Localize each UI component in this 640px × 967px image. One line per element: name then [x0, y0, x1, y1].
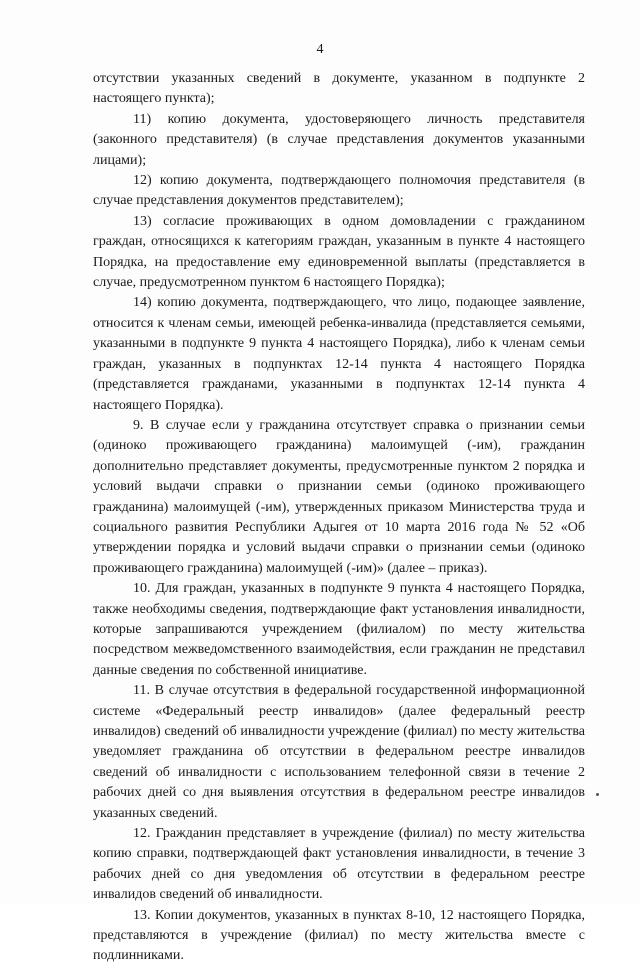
scan-speck	[596, 793, 599, 796]
paragraph-clause-9: 9. В случае если у гражданина отсутствует справка о признании семьи (одиноко проживающего гражданина) малоимущей (-им), гражданин дополнительно представляет документы, предусмотренные пунктом 2 порядка и условий выдачи справки о признании семьи (одиноко проживающего гражданина) малоимущей (-им), утвержденных приказом Министерства труда и социального развития Республики Адыгея от 10 марта 2016 года № 52 «Об утверждении порядка и условий выдачи справки о признании семьи (одиноко проживающего гражданина) малоимущей (-им)» (далее – приказ).	[93, 417, 585, 576]
paragraph-clause-12: 12. Гражданин представляет в учреждение (филиал) по месту жительства копию справки, подтверждающей факт установления инвалидности, в течение 3 рабочих дней со дня уведомления об отсутствии в федеральном реестре инвалидов сведений об инвалидности.	[93, 826, 585, 903]
paragraph-subitem-11: 11) копию документа, удостоверяющего личность представителя (законного представителя) (в случае представления документов указанными лицами);	[93, 111, 585, 168]
paragraph-clause-11: 11. В случае отсутствия в федеральной государственной информационной системе «Федеральный реестр инвалидов» (далее федеральный реестр инвалидов) сведений об инвалидности учреждение (филиал) по месту жительства уведомляет гражданина об отсутствии в федеральном реестре инвалидов сведений об инвалидности с использованием телефонной связи в течение 2 рабочих дней со дня выявления отсутствия в федеральном реестре инвалидов указанных сведений.	[93, 683, 585, 821]
paragraph-subitem-14: 14) копию документа, подтверждающего, что лицо, подающее заявление, относится к членам семьи, имеющей ребенка-инвалида (представляется семьями, указанными в подпункте 9 пункта 4 настоящего Порядка), либо к членам семьи граждан, указанных в подпунктах 12-14 пункта 4 настоящего Порядка (представляется гражданами, указанными в подпунктах 12-14 пункта 4 настоящего Порядка).	[93, 295, 585, 413]
paragraph-continuation: отсутствии указанных сведений в документе, указанном в подпункте 2 настоящего пункта);	[93, 71, 585, 107]
paragraph-clause-10: 10. Для граждан, указанных в подпункте 9 пункта 4 настоящего Порядка, также необходимы сведения, подтверждающие факт установления инвалидности, которые запрашиваются учреждением (филиалом) по месту жительства посредством межведомственного взаимодействия, если гражданин не представил данные сведения по собственной инициативе.	[93, 581, 585, 678]
paragraph-clause-13: 13. Копии документов, указанных в пунктах 8-10, 12 настоящего Порядка, представляются в учреждение (филиал) по месту жительства вместе с подлинниками.	[93, 907, 585, 964]
paragraph-subitem-12: 12) копию документа, подтверждающего полномочия представителя (в случае представления документов представителем);	[93, 173, 585, 209]
document-body	[93, 69, 585, 967]
page-number: 4	[316, 42, 324, 57]
paragraph-subitem-13: 13) согласие проживающих в одном домовладении с гражданином граждан, относящихся к категориям граждан, указанным в пункте 4 настоящего Порядка, на предоставление ему единовременной выплаты (представляется в случае, предусмотренном пунктом 6 настоящего Порядка);	[93, 213, 585, 291]
